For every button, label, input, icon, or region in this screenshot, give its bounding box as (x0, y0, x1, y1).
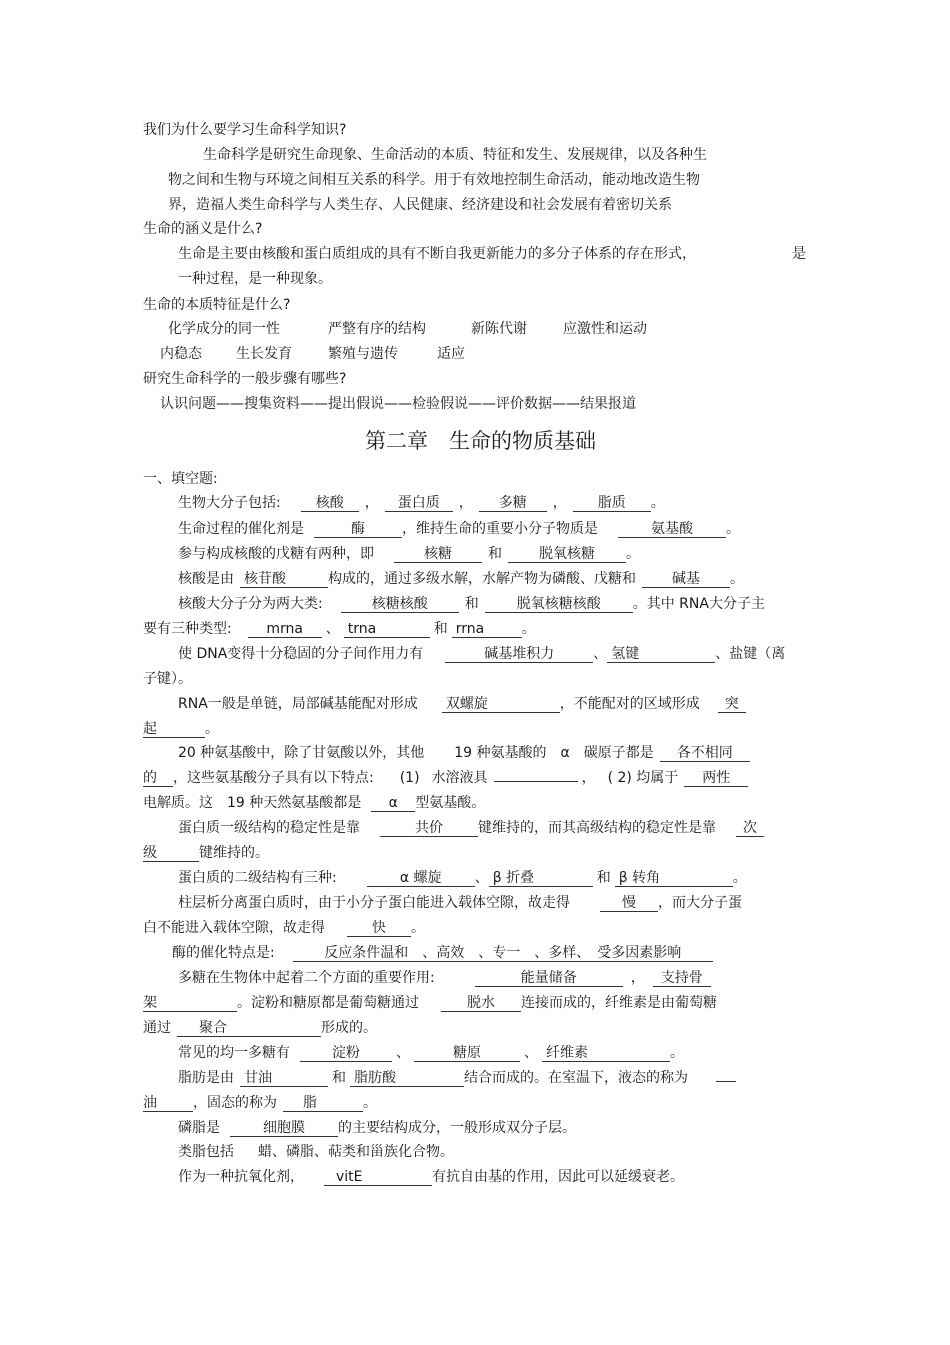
fill-line-1: 生物大分子包括: 核酸 ， 蛋白质 ， 多糖 ， 脂质 。 (178, 495, 665, 511)
blank-cellulose: 纤维素 (542, 1045, 670, 1062)
question-why-study: 我们为什么要学习生命科学知识? (143, 122, 347, 138)
blank-polysaccharide: 多糖 (479, 495, 547, 512)
fill-line-8: 子键）。 (143, 671, 192, 687)
blank-fast: 快 (347, 920, 411, 937)
lipoid-list: 蜡、磷脂、萜类和甾族化合物。 (258, 1144, 454, 1160)
trait-6: 生长发育 (236, 346, 292, 362)
blank-support-end: 架 (143, 995, 237, 1012)
blank-protrusion-start: 突 (718, 696, 746, 713)
blank-stacking-force: 碱基堆积力 (445, 646, 593, 663)
blank-ribose: 核糖 (394, 546, 482, 563)
blank-protein: 蛋白质 (385, 495, 453, 512)
fill-line-4: 核酸是由 核苷酸 构成的，通过多级水解，水解产物为磷酸、戊糖和 碱基 。 (178, 571, 744, 587)
fill-line-9: RNA一般是单链，局部碱基能配对形成 双螺旋 ，不能配对的区域形成 突 (178, 695, 746, 713)
fill-line-10: 起 。 (143, 721, 219, 737)
fill-line-28: 作为一种抗氧化剂， vitE 有抗自由基的作用，因此可以延缓衰老。 (178, 1169, 684, 1185)
blank-dehydration: 脱水 (441, 995, 521, 1012)
blank-starch: 淀粉 (300, 1045, 392, 1062)
fill-line-19: 酶的催化特点是: 反应条件温和 、高效 、专一 、多样、 受多因素影响 (172, 944, 713, 962)
fill-line-26: 磷脂是 细胞膜 的主要结构成分，一般形成双分子层。 (178, 1120, 576, 1136)
trait-7: 繁殖与遗传 (328, 346, 398, 362)
fill-line-5: 核酸大分子分为两大类: 核糖核酸 和 脱氧核糖核酸 。其中 RNA大分子主 (178, 596, 765, 612)
question-traits: 生命的本质特征是什么? (143, 297, 291, 313)
blank-mrna: mrna (248, 621, 322, 638)
blank-vitamin-e: vitE (324, 1169, 432, 1186)
section-heading: 一、填空题: (143, 471, 218, 487)
trait-4: 应激性和运动 (563, 321, 647, 337)
blank-cell-membrane: 细胞膜 (230, 1120, 338, 1137)
blank-enzyme: 酶 (314, 521, 402, 538)
fill-line-17: 柱层析分离蛋白质时，由于小分子蛋白能进入载体空隙，故走得 慢 ，而大分子蛋 (178, 895, 742, 911)
fill-line-27: 类脂包括 蜡、磷脂、萜类和甾族化合物。 (178, 1144, 454, 1160)
fill-line-12: 的 ，这些氨基酸分子具有以下特点: (1) 水溶液具 ， ( 2) 均属于 两性 (143, 769, 748, 787)
blank-energy-storage: 能量储备 (475, 970, 623, 987)
answer-why-line-2: 物之间和生物与环境之间相互关系的科学。用于有效地控制生命活动，能动地改造生物 (168, 172, 700, 188)
blank-nucleotide: 核苷酸 (240, 571, 328, 588)
question-meaning: 生命的涵义是什么? (143, 221, 263, 237)
blank-beta-turn: β 转角 (615, 870, 733, 887)
fill-line-20: 多糖在生物体中起着二个方面的重要作用: 能量储备 ， 支持骨 (178, 969, 711, 987)
blank-optical-activity (494, 781, 578, 782)
question-steps: 研究生命科学的一般步骤有哪些? (143, 371, 347, 387)
fill-line-7: 使 DNA变得十分稳固的分子间作用力有 碱基堆积力 、 氢键 、盐键（离 (178, 646, 786, 662)
blank-amphoteric: 两性 (684, 770, 748, 787)
answer-why-line-1: 生命科学是研究生命现象、生命活动的本质、特征和发生、发展规律，以及各种生 (203, 147, 707, 163)
answer-meaning-line-2: 一种过程，是一种现象。 (178, 271, 332, 287)
fill-line-3: 参与构成核酸的戊糖有两种，即 核糖 和 脱氧核糖 。 (178, 546, 640, 562)
fill-line-24: 脂肪是由 甘油 和 脂肪酸 结合而成的。在室温下，液态的称为 (178, 1069, 736, 1087)
blank-different: 各不相同 (660, 745, 750, 762)
blank-alpha-helix: α 螺旋 (367, 870, 475, 887)
blank-support-start: 支持骨 (653, 970, 711, 987)
blank-dna: 脱氧核糖核酸 (485, 596, 633, 613)
blank-covalent: 共价 (380, 820, 478, 837)
fill-line-23: 常见的均一多糖有 淀粉 、 糖原 、 纤维素 。 (178, 1045, 684, 1061)
answer-steps: 认识问题——搜集资料——提出假说——检验假说——评价数据——结果报道 (160, 396, 636, 412)
blank-enzyme-features: 反应条件温和 、高效 、专一 、多样、 受多因素影响 (293, 945, 713, 962)
trait-2: 严整有序的结构 (328, 321, 426, 337)
blank-trna: trna (344, 621, 430, 638)
blank-polymerization: 聚合 (177, 1020, 321, 1037)
blank-deoxyribose: 脱氧核糖 (508, 546, 626, 563)
fill-line-2: 生命过程的催化剂是 酶 ，维持生命的重要小分子物质是 氨基酸 。 (178, 521, 740, 537)
fill-line-25: 油 ，固态的称为 脂 。 (143, 1095, 377, 1111)
blank-hydrogen-bond: 氢键 (607, 646, 715, 663)
blank-oil: 油 (143, 1095, 193, 1112)
fill-line-18: 白不能进入载体空隙，故走得 快 。 (143, 920, 425, 936)
fill-line-6: 要有三种类型: mrna 、 trna 和 rrna 。 (143, 621, 536, 637)
fill-line-14: 蛋白质一级结构的稳定性是靠 共价 键维持的，而其高级结构的稳定性是靠 次 (178, 819, 764, 837)
blank-rrna: rrna (452, 621, 522, 638)
fill-line-22: 通过 聚合 形成的。 (143, 1020, 377, 1036)
trait-1: 化学成分的同一性 (168, 321, 280, 337)
blank-glycerol: 甘油 (240, 1070, 328, 1087)
blank-secondary-start: 次 (736, 820, 764, 837)
blank-double-helix: 双螺旋 (442, 696, 560, 713)
blank-amino-acid: 氨基酸 (618, 521, 726, 538)
blank-glycogen: 糖原 (414, 1045, 520, 1062)
trait-5: 内稳态 (160, 346, 202, 362)
blank-rna: 核糖核酸 (341, 596, 459, 613)
trait-3: 新陈代谢 (471, 321, 527, 337)
blank-fatty-acid: 脂肪酸 (350, 1070, 464, 1087)
fill-line-21: 架 。淀粉和糖原都是葡萄糖通过 脱水 连接而成的，纤维素是由葡萄糖 (143, 995, 717, 1011)
answer-meaning-tail: 是 (792, 246, 806, 262)
fill-line-16: 蛋白质的二级结构有三种: α 螺旋 、 β 折叠 和 β 转角 。 (178, 870, 747, 886)
blank-protrusion-end: 起 (143, 721, 205, 738)
fill-line-13: 电解质。这 19 种天然氨基酸都是 α 型氨基酸。 (143, 795, 486, 811)
chapter-title: 第二章 生命的物质基础 (365, 429, 596, 453)
trait-8: 适应 (437, 346, 465, 362)
answer-why-line-3: 界，造福人类生命科学与人类生存、人民健康、经济建设和社会发展有着密切关系 (168, 197, 672, 213)
blank-oil-start (716, 1081, 736, 1082)
fill-line-11: 20 种氨基酸中，除了甘氨酸以外，其他 19 种氨基酸的 α 碳原子都是 各不相同 (178, 744, 750, 762)
blank-slow: 慢 (600, 895, 658, 912)
blank-beta-sheet: β 折叠 (489, 870, 593, 887)
blank-alpha-type: α (371, 795, 415, 812)
blank-fat: 脂 (283, 1095, 363, 1112)
blank-base: 碱基 (642, 571, 730, 588)
answer-meaning-line-1: 生命是主要由核酸和蛋白质组成的具有不断自我更新能力的多分子体系的存在形式， (178, 246, 696, 262)
blank-nucleic-acid: 核酸 (301, 495, 359, 512)
fill-line-15: 级 键维持的。 (143, 845, 269, 861)
blank-different-end: 的 (143, 770, 173, 787)
blank-secondary-end: 级 (143, 845, 199, 862)
blank-lipid: 脂质 (573, 495, 651, 512)
